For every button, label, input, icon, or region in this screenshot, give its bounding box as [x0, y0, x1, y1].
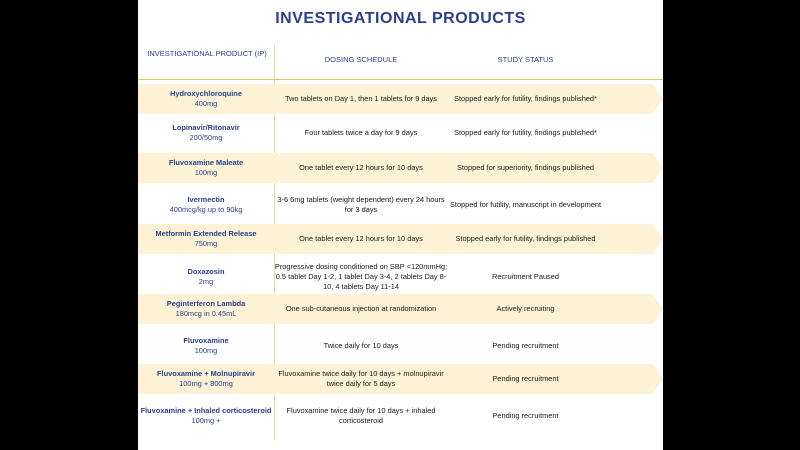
table-row [138, 294, 663, 324]
table-row [138, 153, 663, 183]
product-cell [138, 84, 274, 114]
dosing-schedule-cell: Fluvoxamine twice daily for 10 days + inhaled corticosteroid [286, 406, 436, 425]
table-row [138, 188, 663, 222]
product-cell [138, 118, 274, 148]
study-status-cell: Stopped for futility, manuscript in development [449, 200, 602, 209]
product-cell [138, 364, 274, 394]
product-dose: 400mcg/kg up to 90kg [169, 205, 243, 214]
product-name: Ivermectin [187, 195, 225, 204]
dosing-schedule-cell: One tablet every 12 hours for 10 days [299, 163, 423, 172]
product-name: Fluvoxamine Maleate [168, 158, 244, 167]
product-cell [138, 258, 274, 296]
product-cell [138, 294, 274, 324]
dosing-schedule-cell: Twice daily for 10 days [323, 341, 399, 350]
table-row [138, 258, 663, 296]
table-row [138, 364, 663, 394]
product-dose: 100mg [194, 168, 218, 177]
product-dose: 100mg + [191, 416, 221, 425]
dosing-schedule-cell: Progressive dosing conditioned on SBP <120mmHg; 0.5 tablet Day 1-2, 1 tablet Day 3-4, 2 tablets Day 8-10, 4 tablets Day 11-14 [274, 262, 448, 291]
product-name: Lopinavir/Ritonavir [172, 123, 240, 132]
product-name: Metformin Extended Release [155, 229, 257, 238]
product-dose: 200/50mg [189, 133, 223, 142]
header-status: STUDY STATUS [497, 55, 554, 64]
header-schedule: DOSING SCHEDULE [324, 55, 398, 64]
dosing-schedule-cell: Four tablets twice a day for 9 days [304, 128, 418, 137]
product-dose: 750mg [194, 239, 218, 248]
product-dose: 180mcg in 0.45mL [175, 309, 237, 318]
table-row [138, 331, 663, 361]
study-status-cell: Stopped for superiority, findings published [456, 163, 595, 172]
product-name: Doxazosin [187, 267, 225, 276]
study-status-cell: Stopped early for futility, findings published [455, 234, 596, 243]
product-name: Hydroxychloroquine [170, 89, 242, 98]
study-status-cell: Stopped early for futility, findings published* [454, 128, 597, 137]
study-status-cell: Actively recruiting [496, 304, 555, 313]
product-cell [138, 397, 274, 435]
table-row [138, 397, 663, 435]
product-name: Fluvoxamine [183, 336, 229, 345]
slide [138, 0, 663, 450]
product-cell [138, 331, 274, 361]
product-dose: 400mg [194, 99, 218, 108]
study-status-cell: Recruitment Paused [492, 272, 559, 281]
product-name: Peginterferon Lambda [166, 299, 246, 308]
product-cell [138, 224, 274, 254]
study-status-cell: Pending recruitment [492, 341, 559, 350]
header-rule [138, 79, 663, 80]
slide-title: INVESTIGATIONAL PRODUCTS [275, 10, 526, 27]
product-cell [138, 153, 274, 183]
product-name: Fluvoxamine + Molnupiravir [157, 369, 255, 378]
dosing-schedule-cell: Fluvoxamine twice daily for 10 days + molnupiravir twice daily for 5 days [278, 369, 444, 388]
header-product: INVESTIGATIONAL PRODUCT (IP) [147, 49, 267, 58]
table-row [138, 224, 663, 254]
table-row [138, 118, 663, 148]
dosing-schedule-cell: Two tablets on Day 1, then 1 tablets for 9 days [284, 94, 437, 103]
product-name: Fluvoxamine + Inhaled corticosteroid [140, 406, 272, 415]
table-row [138, 84, 663, 114]
product-dose: 100mg [194, 346, 218, 355]
study-status-cell: Pending recruitment [492, 374, 559, 383]
dosing-schedule-cell: One tablet every 12 hours for 10 days [299, 234, 423, 243]
product-dose: 2mg [198, 277, 214, 286]
dosing-schedule-cell: One sub-cutaneous injection at randomization [285, 304, 437, 313]
study-status-cell: Stopped early for futility, findings published* [454, 94, 597, 103]
product-dose: 100mg + 800mg [179, 379, 233, 388]
study-status-cell: Pending recruitment [492, 411, 559, 420]
dosing-schedule-cell: 3-6 6mg tablets (weight dependent) every 24 hours for 3 days [277, 195, 445, 214]
product-cell [138, 188, 274, 222]
